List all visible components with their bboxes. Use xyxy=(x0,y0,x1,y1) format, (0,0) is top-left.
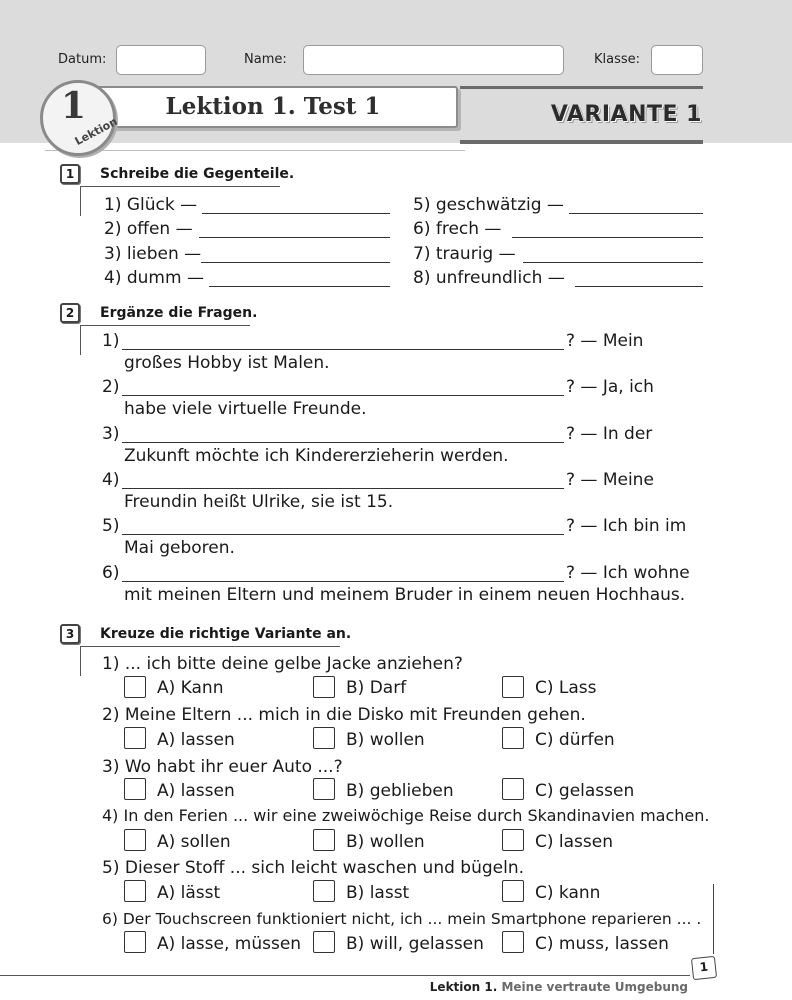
task2-item-2-number: 2) xyxy=(102,377,120,397)
task3-q6-option-a: A) lasse, müssen xyxy=(157,934,302,954)
task2-item-3-number: 3) xyxy=(102,424,120,444)
task2-item-3-tail: ? — In der xyxy=(566,424,653,444)
task3-q4-option-c: C) lassen xyxy=(535,832,613,852)
task3-q1-checkbox-c[interactable] xyxy=(502,676,524,698)
task3-question-5: 5) Dieser Stoff ... sich leicht waschen und bügeln. xyxy=(102,858,525,878)
task2-item-6-number: 6) xyxy=(102,563,120,583)
task2-answer-5[interactable] xyxy=(122,534,564,535)
datum-label: Datum: xyxy=(58,52,107,67)
task3-q3-checkbox-c[interactable] xyxy=(502,778,524,800)
lesson-number: 1 xyxy=(61,85,87,127)
task3-q1-option-b: B) Darf xyxy=(346,678,407,698)
task2-item-5-number: 5) xyxy=(102,516,120,536)
task3-q5-option-c: C) kann xyxy=(535,883,601,903)
task3-q6-option-c: C) muss, lassen xyxy=(535,934,669,954)
task2-item-3-cont: Zukunft möchte ich Kindererzieherin werden. xyxy=(124,446,509,466)
task2-rule xyxy=(80,325,81,355)
page-title: Lektion 1. Test 1 xyxy=(88,86,458,128)
task3-title: Kreuze die richtige Variante an. xyxy=(100,626,352,642)
task1-underline xyxy=(80,186,280,187)
task3-underline xyxy=(80,646,340,647)
task2-item-6-tail: ? — Ich wohne xyxy=(566,563,690,583)
task3-q6-checkbox-a[interactable] xyxy=(124,931,146,953)
task2-item-4-tail: ? — Meine xyxy=(566,470,654,490)
task2-number: 2 xyxy=(60,303,80,323)
task3-q2-checkbox-c[interactable] xyxy=(502,727,524,749)
task3-q1-checkbox-b[interactable] xyxy=(313,676,335,698)
task1-item-2: 2) offen — xyxy=(104,219,193,239)
footer-caption xyxy=(430,980,688,994)
task1-answer-7[interactable] xyxy=(523,262,703,263)
task3-q3-checkbox-b[interactable] xyxy=(313,778,335,800)
task3-q6-option-b: B) will, gelassen xyxy=(346,934,484,954)
task3-q1-checkbox-a[interactable] xyxy=(124,676,146,698)
task2-answer-6[interactable] xyxy=(122,581,564,582)
task3-q3-checkbox-a[interactable] xyxy=(124,778,146,800)
task1-item-8: 8) unfreundlich — xyxy=(413,268,565,288)
task3-q6-checkbox-c[interactable] xyxy=(502,931,524,953)
task3-q1-option-a: A) Kann xyxy=(157,678,224,698)
task1-title: Schreibe die Gegenteile. xyxy=(100,166,295,182)
task3-q4-checkbox-a[interactable] xyxy=(124,829,146,851)
task3-q4-option-a: A) sollen xyxy=(157,832,231,852)
task3-q4-checkbox-c[interactable] xyxy=(502,829,524,851)
task2-answer-1[interactable] xyxy=(122,349,564,350)
task1-answer-5[interactable] xyxy=(569,213,703,214)
footer-lesson: Lektion 1. xyxy=(429,980,498,994)
task3-q5-checkbox-c[interactable] xyxy=(502,880,524,902)
task3-question-6: 6) Der Touchscreen funktioniert nicht, ich ... mein Smartphone reparieren ... . xyxy=(102,910,702,928)
klasse-label: Klasse: xyxy=(594,52,641,67)
task1-answer-4[interactable] xyxy=(209,286,390,287)
task3-q3-option-b: B) geblieben xyxy=(346,781,454,801)
task2-item-2-tail: ? — Ja, ich xyxy=(566,377,654,397)
task2-item-5-cont: Mai geboren. xyxy=(124,538,235,558)
footer-vertical-rule xyxy=(713,884,714,954)
task2-item-1-number: 1) xyxy=(102,331,120,351)
task3-rule xyxy=(80,646,81,676)
task3-q3-option-a: A) lassen xyxy=(157,781,235,801)
task1-answer-6[interactable] xyxy=(512,237,703,238)
task3-q2-option-b: B) wollen xyxy=(346,730,425,750)
title-rule-top xyxy=(460,86,703,89)
name-field[interactable] xyxy=(303,45,564,75)
task1-rule xyxy=(80,186,81,216)
lesson-badge xyxy=(40,80,120,156)
task3-q5-checkbox-b[interactable] xyxy=(313,880,335,902)
task3-question-1: 1) ... ich bitte deine gelbe Jacke anziehen? xyxy=(102,654,463,674)
lesson-word: Lektion xyxy=(72,114,120,149)
task1-item-3: 3) lieben — xyxy=(104,244,202,264)
task1-item-6: 6) frech — xyxy=(413,219,502,239)
task2-item-1-tail: ? — Mein xyxy=(566,331,644,351)
task1-answer-1[interactable] xyxy=(202,213,390,214)
task1-answer-3[interactable] xyxy=(201,262,390,263)
task3-number: 3 xyxy=(60,624,80,644)
task1-answer-2[interactable] xyxy=(199,237,390,238)
task3-question-2: 2) Meine Eltern ... mich in die Disko mit Freunden gehen. xyxy=(102,705,586,725)
task2-item-6-cont: mit meinen Eltern und meinem Bruder in einem neuen Hochhaus. xyxy=(124,585,686,605)
title-rule xyxy=(460,140,703,144)
task2-item-4-number: 4) xyxy=(102,470,120,490)
klasse-field[interactable] xyxy=(651,45,703,75)
task1-item-1: 1) Glück — xyxy=(104,195,198,215)
task1-item-4: 4) dumm — xyxy=(104,268,204,288)
task3-q3-option-c: C) gelassen xyxy=(535,781,635,801)
task3-q5-option-b: B) lasst xyxy=(346,883,410,903)
datum-field[interactable] xyxy=(116,45,206,75)
footer-subtitle: Meine vertraute Umgebung xyxy=(501,980,688,994)
task2-item-4-cont: Freundin heißt Ulrike, sie ist 15. xyxy=(124,492,394,512)
task2-underline xyxy=(80,325,250,326)
task3-q2-option-a: A) lassen xyxy=(157,730,235,750)
task3-q5-option-a: A) lässt xyxy=(157,883,221,903)
task3-q6-checkbox-b[interactable] xyxy=(313,931,335,953)
task2-answer-3[interactable] xyxy=(122,442,564,443)
task1-item-7: 7) traurig — xyxy=(413,244,516,264)
task1-number: 1 xyxy=(60,164,80,184)
task3-q4-option-b: B) wollen xyxy=(346,832,425,852)
task1-answer-8[interactable] xyxy=(575,286,703,287)
task2-item-1-cont: großes Hobby ist Malen. xyxy=(124,353,330,373)
task3-question-4: 4) In den Ferien ... wir eine zweiwöchige Reise durch Skandinavien machen. xyxy=(102,806,710,825)
task2-answer-4[interactable] xyxy=(122,488,564,489)
header-divider xyxy=(45,150,465,151)
task1-item-5: 5) geschwätzig — xyxy=(413,195,564,215)
task3-question-3: 3) Wo habt ihr euer Auto ...? xyxy=(102,757,343,777)
task3-q4-checkbox-b[interactable] xyxy=(313,829,335,851)
variant-title: VARIANTE 1 xyxy=(550,102,702,127)
task2-title: Ergänze die Fragen. xyxy=(100,305,258,321)
task2-answer-2[interactable] xyxy=(122,395,564,396)
task3-q5-checkbox-a[interactable] xyxy=(124,880,146,902)
task3-q2-checkbox-a[interactable] xyxy=(124,727,146,749)
task2-item-2-cont: habe viele virtuelle Freunde. xyxy=(124,399,367,419)
task3-q2-checkbox-b[interactable] xyxy=(313,727,335,749)
page-number: 1 xyxy=(691,956,717,980)
name-label: Name: xyxy=(244,52,287,67)
footer-rule xyxy=(0,975,690,976)
task3-q2-option-c: C) dürfen xyxy=(535,730,615,750)
task2-item-5-tail: ? — Ich bin im xyxy=(566,516,687,536)
task3-q1-option-c: C) Lass xyxy=(535,678,597,698)
